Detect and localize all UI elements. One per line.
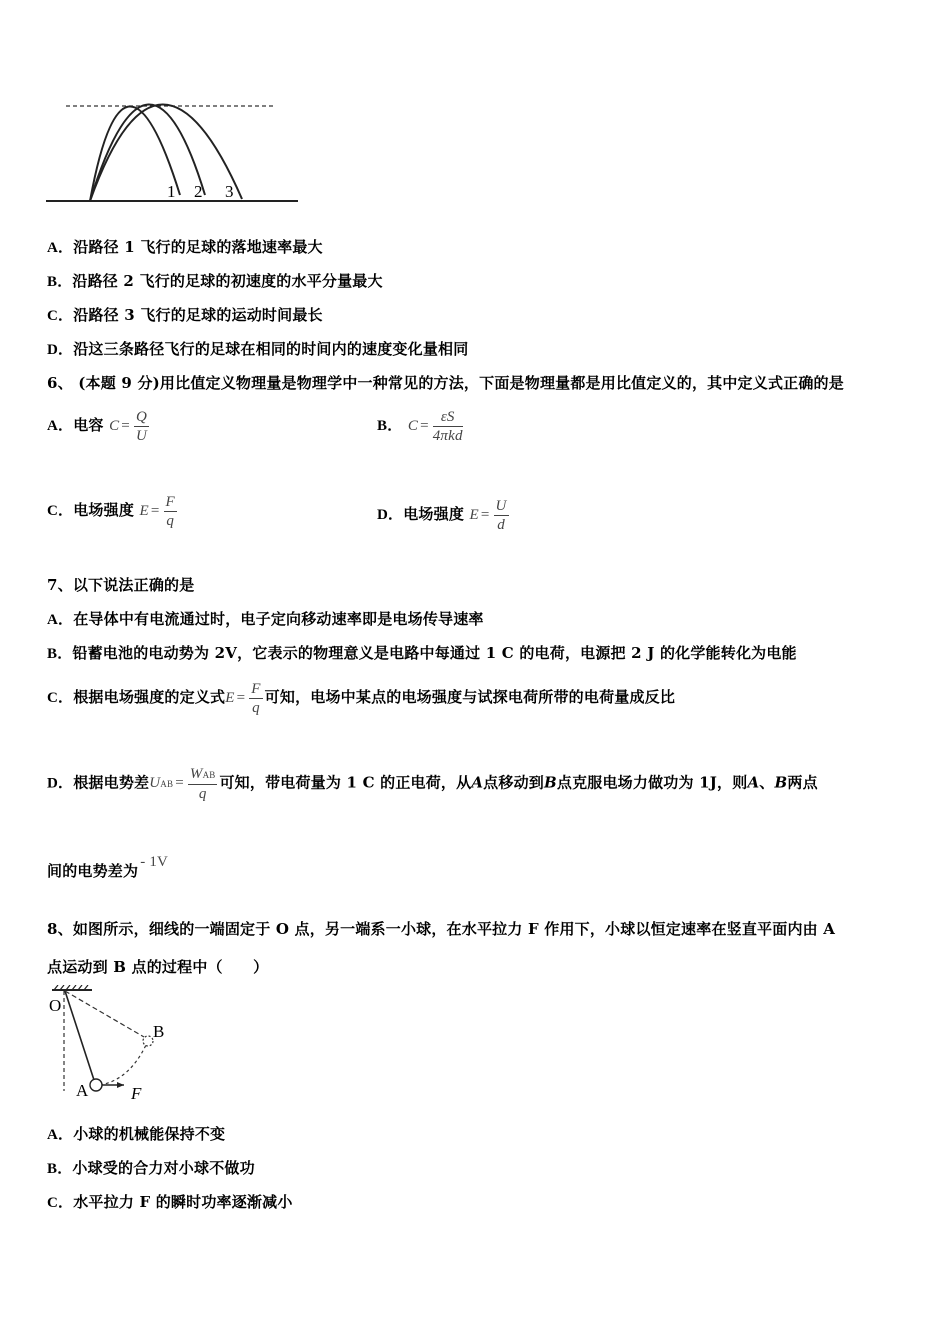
q5-option-d: D．沿这三条路径飞行的足球在相同的时间内的速度变化量相同 [47,340,469,358]
q8-option-a: A．小球的机械能保持不变 [47,1125,226,1143]
q7-option-c: C．根据电场强度的定义式E = $\frac{F}{q}$ 可知，电场中某点的电场强度与试探电荷所带的电荷量成反比 [47,681,676,716]
q6-option-b: B． C = $\frac{\varepsilon S}{\text{4πkd}}$ [377,409,463,444]
q5-option-b: B．沿路径 2 飞行的足球的初速度的水平分量最大 [47,272,383,290]
q5-option-a: A．沿路径 1 飞行的足球的落地速率最大 [47,238,323,256]
q7-option-b: B．铅蓄电池的电动势为 2V，它表示的物理意义是电路中每通过 1 C 的电荷，电源把 2 J 的化学能转化为电能 [47,644,797,662]
point-b-label: B [153,1022,165,1041]
point-a-label: A [76,1081,89,1100]
force-f-label: F [131,1084,142,1103]
q6-option-a: A．电容 C = $\frac{Q}{U}$ [47,409,148,444]
q7-stem: 7、以下说法正确的是 [47,576,195,594]
pendulum-figure [44,985,184,1103]
q8-option-b: B．小球受的合力对小球不做功 [47,1159,255,1177]
point-o-label: O [49,996,62,1015]
q8-option-c: C．水平拉力 F 的瞬时功率逐渐减小 [47,1193,293,1211]
trajectory-figure [44,95,304,207]
path-label-2: 2 [194,182,203,201]
q5-option-c: C．沿路径 3 飞行的足球的运动时间最长 [47,306,323,324]
q7-option-d-continued: 间的电势差为 - 1V [47,854,169,880]
q8-stem-line2: 点运动到 B 点的过程中（ ） [47,958,269,976]
path-label-1: 1 [167,182,176,201]
q6-option-c: C．电场强度 E = $\frac{F}{q}$ [47,494,175,529]
q6-stem: 6、 (本题 9 分)用比值定义物理量是物理学中一种常见的方法，下面是物理量都是用比值定义的，其中定义式正确的是 [47,374,844,392]
path-label-3: 3 [225,182,234,201]
q7-option-d: D．根据电势差UAB = $\frac{\text{WAB}}{q}$ 可知，带电荷量为 1 C 的正电荷，从A点移动到B点克服电场力做功为 1J，则A、B两点 [47,766,818,802]
q6-option-d: D．电场强度 E = $\frac{U}{d}$ [377,498,507,533]
q8-stem-line1: 8、如图所示，细线的一端固定于 O 点，另一端系一小球，在水平拉力 F 作用下，小球以恒定速率在竖直平面内由 A [47,920,836,938]
q7-option-a: A．在导体中有电流通过时，电子定向移动速率即是电场传导速率 [47,610,484,628]
